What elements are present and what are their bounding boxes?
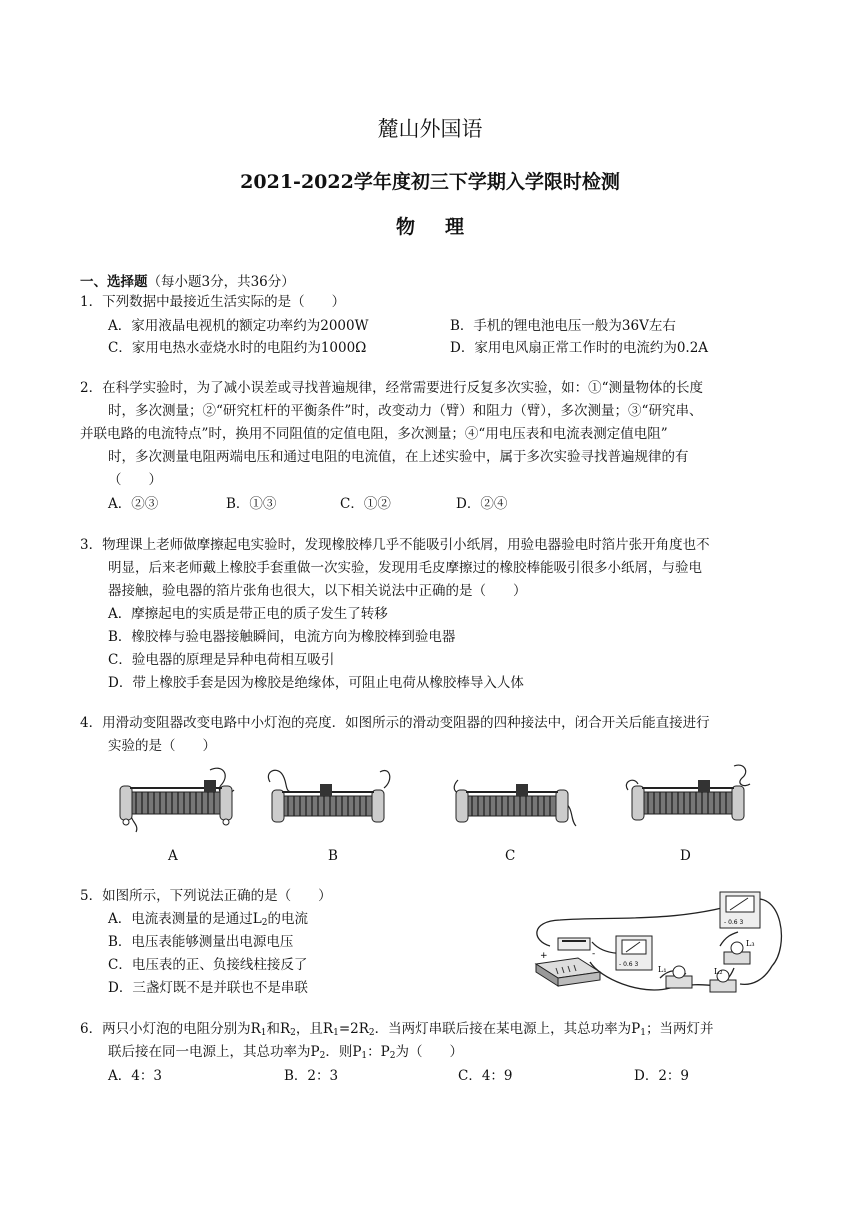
rheostat-figure-a: [110, 762, 245, 834]
q3-line-3: 器接触，验电器的箔片张角也很大，以下相关说法中正确的是（ ）: [108, 583, 527, 599]
q6-option-a: A．4：3: [108, 1068, 162, 1084]
q5-option-c: C．电压表的正、负接线柱接反了: [108, 957, 308, 973]
q2-option-b: B．①③: [226, 496, 277, 512]
section-title: 一、选择题: [80, 274, 148, 290]
voltmeter-terminals-label: - 0.6 3: [724, 919, 744, 926]
section-note: （每小题3分，共36分）: [147, 274, 295, 290]
q2-line-1: 2．在科学实验时，为了减小误差或寻找普遍规律，经常需要进行反复多次实验，如：①“测量物体的长度: [80, 380, 703, 396]
q6-line-1: 6．两只小灯泡的电阻分别为$R_1$和$R_2$，且$R_1=2R_2$．当两灯串联后接在某电源上，其总功率为$P_1$；当两灯并: [80, 1021, 714, 1038]
battery-minus-label: -: [592, 949, 596, 959]
q6-line-2: 联后接在同一电源上，其总功率为$P_2$．则$P_1$：$P_2$为（ ）: [108, 1044, 463, 1061]
exam-title: 2021-2022学年度初三下学期入学限时检测: [240, 171, 620, 193]
subject-title: 物理: [395, 216, 494, 238]
q2-line-5: （ ）: [108, 472, 162, 488]
q3-option-a: A．摩擦起电的实质是带正电的质子发生了转移: [108, 606, 388, 622]
q5-option-b: B．电压表能够测量出电源电压: [108, 934, 294, 950]
q2-option-d: D．②④: [456, 496, 508, 512]
q5-stem: 5．如图所示，下列说法正确的是（ ）: [80, 888, 332, 904]
q2-line-2: 时，多次测量；②“研究杠杆的平衡条件”时，改变动力（臂）和阻力（臂），多次测量；③“研究串、: [108, 403, 703, 419]
q4-line-2: 实验的是（ ）: [108, 738, 216, 754]
circuit-figure: [520, 886, 785, 1011]
q5-option-d: D．三盏灯既不是并联也不是串联: [108, 980, 308, 996]
q1-option-d: D．家用电风扇正常工作时的电流约为0.2A: [450, 340, 709, 356]
q4-line-1: 4．用滑动变阻器改变电路中小灯泡的亮度．如图所示的滑动变阻器的四种接法中，闭合开关后能直接进行: [80, 715, 710, 731]
q3-line-1: 3．物理课上老师做摩擦起电实验时，发现橡胶棒几乎不能吸引小纸屑，用验电器验电时箔片张开角度也不: [80, 537, 710, 553]
q6-option-b: B．2：3: [284, 1068, 339, 1084]
rheostat-figure-b: [262, 762, 397, 834]
switch-icon: [558, 938, 590, 950]
q3-option-b: B．橡胶棒与验电器接触瞬间，电流方向为橡胶棒到验电器: [108, 629, 456, 645]
q3-option-c: C．验电器的原理是异种电荷相互吸引: [108, 652, 335, 668]
q3-option-d: D．带上橡胶手套是因为橡胶是绝缘体，可阻止电荷从橡胶棒导入人体: [108, 675, 524, 691]
q2-option-a: A．②③: [108, 496, 159, 512]
q4-figure-label-a: A: [168, 848, 178, 864]
q1-stem: 1．下列数据中最接近生活实际的是（ ）: [80, 294, 346, 310]
q1-option-c: C．家用电热水壶烧水时的电阻约为1000Ω: [108, 340, 367, 356]
q3-line-2: 明显，后来老师戴上橡胶手套重做一次实验，发现用毛皮摩擦过的橡胶棒能吸引很多小纸屑，与验电: [108, 560, 702, 576]
q2-option-c: C．①②: [340, 496, 391, 512]
q4-figure-label-c: C: [505, 848, 516, 864]
q5-option-a: A．电流表测量的是通过$L_2$的电流: [108, 911, 308, 928]
q2-line-4: 时，多次测量电阻两端电压和通过电阻的电流值，在上述实验中，属于多次实验寻找普遍规律的有: [108, 449, 689, 465]
q4-figure-label-b: B: [328, 848, 338, 864]
rheostat-figure-d: [622, 762, 757, 834]
q2-line-3: 并联电路的电流特点”时，换用不同阻值的定值电阻，多次测量；④“用电压表和电流表测定值电阻”: [80, 426, 668, 442]
section-heading: [80, 270, 295, 290]
q1-option-b: B．手机的锂电池电压一般为36V左右: [450, 318, 676, 334]
bulb-l3-label: L₃: [746, 939, 755, 948]
battery-plus-label: +: [540, 951, 548, 961]
q6-option-c: C．4：9: [458, 1068, 513, 1084]
q1-option-a: A．家用液晶电视机的额定功率约为2000W: [108, 318, 369, 334]
bulb-l1-icon: [666, 966, 692, 988]
rheostat-figure-c: [446, 762, 581, 834]
bulb-l1-label: L₁: [658, 965, 667, 974]
school-name: 麓山外国语: [377, 117, 483, 141]
q4-figure-label-d: D: [680, 848, 691, 864]
bulb-l2-label: L₂: [714, 967, 723, 976]
ammeter-terminals-label: - 0.6 3: [619, 961, 639, 968]
q6-option-d: D．2：9: [634, 1068, 690, 1084]
